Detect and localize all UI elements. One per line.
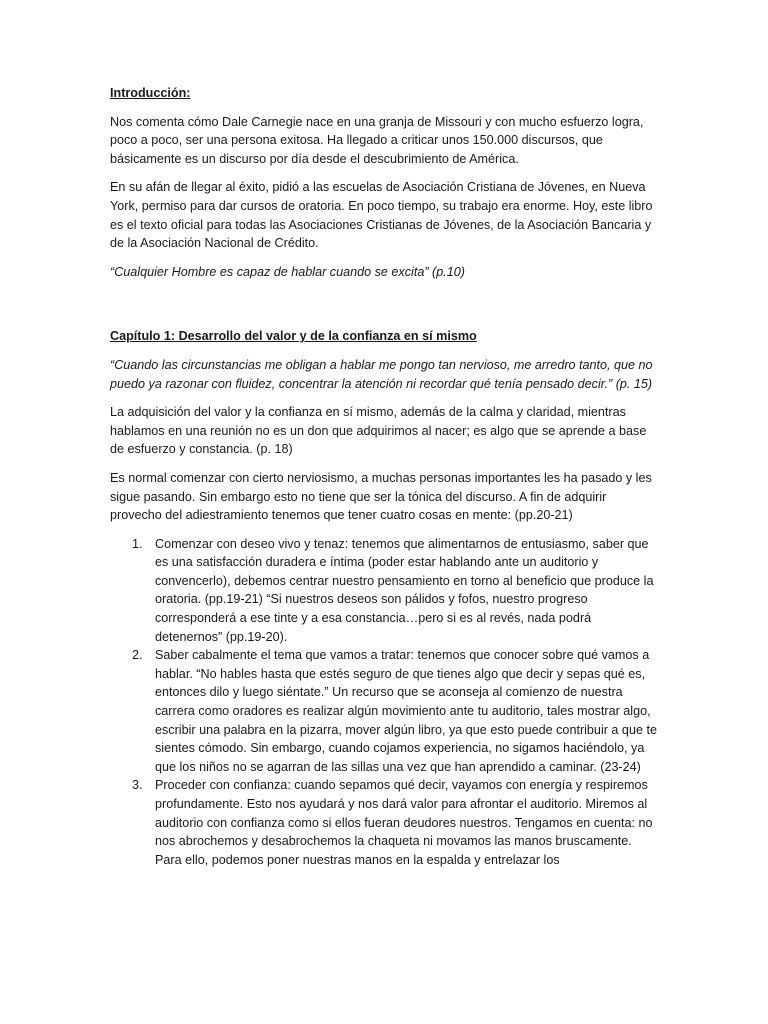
intro-paragraph-1: Nos comenta cómo Dale Carnegie nace en una granja de Missouri y con mucho esfuerzo logra, poco a poco, ser una persona exitosa. Ha llegado a criticar unos 150.000 discursos, que básicamente es un discurso por día desde el descubrimiento de América. <box>110 114 644 166</box>
list-item-number: 3. <box>132 778 143 793</box>
chapter1-paragraph-1: La adquisición del valor y la confianza en sí mismo, además de la calma y claridad, mientras hablamos en una reunión no es un don que adquirimos al nacer; es algo que se aprende a base de esfuerzo y constancia. (p. 18) <box>110 405 647 457</box>
chapter1-paragraph-2: Es normal comenzar con cierto nerviosismo, a muchas personas importantes les ha pasado y les sigue pasando. Sin embargo esto no tiene que ser la tónica del discurso. A fin de adquirir provecho del adiestramiento tenemos que tener cuatro cosas en mente: (pp.20-21) <box>110 470 652 523</box>
list-item <box>110 776 660 869</box>
list-item-text: Proceder con confianza: cuando sepamos qué decir, vayamos con energía y respiremos profundamente. Esto nos ayudará y nos dará valor para afrontar el auditorio. Miremos al auditorio con confianza como si ellos fueran deudores nuestros. Tengamos en cuenta: no nos abrochemos y desabrochemos la chaqueta ni movamos las manos bruscamente. Para ello, podemos poner nuestras manos en la espalda y entrelazar los <box>155 778 653 867</box>
chapter1-numbered-list <box>110 535 660 870</box>
list-item-number: 2. <box>132 648 143 663</box>
chapter1-heading: Capítulo 1: Desarrollo del valor y de la confianza en sí mismo <box>110 329 477 344</box>
intro-quote: “Cualquier Hombre es capaz de hablar cuando se excita” (p.10) <box>110 264 465 279</box>
list-item <box>110 646 660 776</box>
section-spacer <box>110 291 660 327</box>
list-item-number: 1. <box>132 536 143 551</box>
list-item-text: Saber cabalmente el tema que vamos a tratar: tenemos que conocer sobre qué vamos a hablar. “No hables hasta que estés seguro de que tienes algo que decir y sepas qué es, entonces dilo y luego siéntate.” Un recurso que se aconseja al comienzo de nuestra carrera como oradores es realizar algún movimiento ante tu auditorio, tales mostrar algo, escribir una palabra en la pizarra, mover algún libro, ya que esto puede contribuir a que te sientes cómodo. Sin embargo, cuando cojamos experiencia, no sigamos haciéndolo, ya que los niños no se agarran de las sillas una vez que han aprendido a caminar. (23-24) <box>155 648 657 774</box>
intro-heading: Introducción: <box>110 86 191 100</box>
chapter1-quote: “Cuando las circunstancias me obligan a hablar me pongo tan nervioso, me arredro tanto, que no puedo ya razonar con fluidez, concentrar la atención ni recordar qué tenía pensado decir.” (p. 15) <box>110 357 653 391</box>
document-body <box>110 84 660 869</box>
list-item-text: Comenzar con deseo vivo y tenaz: tenemos que alimentarnos de entusiasmo, saber que es una satisfacción duradera e íntima (poder estar hablando ante un auditorio y convencerlo), debemos centrar nuestro pensamiento en torno al beneficio que produce la oratoria. (pp.19-21) “Si nuestros deseos son pálidos y fofos, nuestro progreso corresponderá a ese tinte y a esa constancia…pero si es al revés, nada podrá detenernos” (pp.19-20). <box>155 536 654 644</box>
intro-paragraph-2: En su afán de llegar al éxito, pidió a las escuelas de Asociación Cristiana de Jóvenes, en Nueva York, permiso para dar cursos de oratoria. En poco tiempo, su trabajo era enorme. Hoy, este libro es el texto oficial para todas las Asociaciones Cristianas de Jóvenes, de la Asociación Bancaria y de la Asociación Nacional de Crédito. <box>110 180 653 251</box>
list-item <box>110 535 660 647</box>
